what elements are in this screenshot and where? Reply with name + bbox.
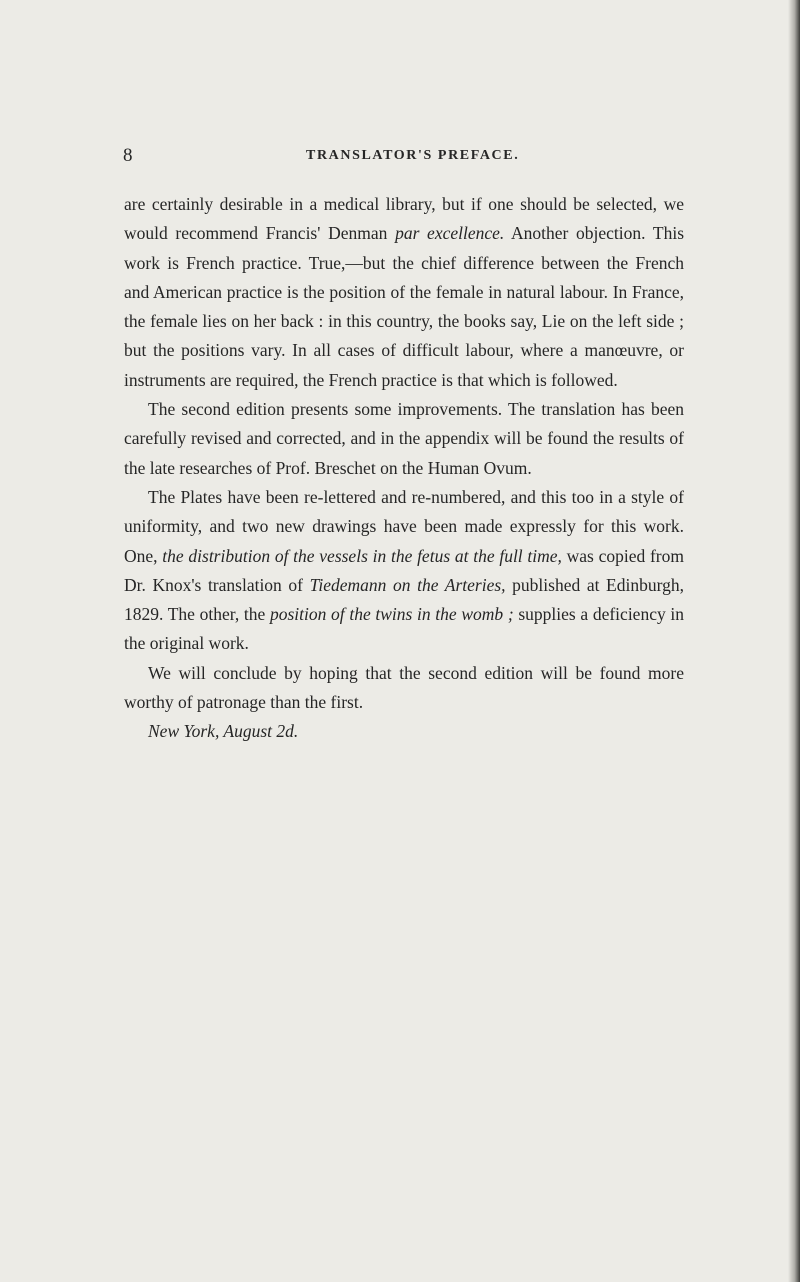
paragraph-3-italic-distribution: the distribution of the vessels in the fetus at the full time, [162,545,562,566]
paragraph-3-italic-position: position of the twins in the womb ; [269,604,514,625]
paragraph-3-italic-tiedemann: Tiedemann on the Arteries, [309,574,506,595]
binding-edge-shadow [788,0,800,1282]
page-number: 8 [123,145,133,166]
paragraph-1-italic-par-excellence: par excellence. [395,223,505,244]
paragraph-2: The second edition presents some improvements. The translation has been carefully revised and corrected, and in the appendix will be found the results of the late researches of Prof. Breschet on the Human Ovum. [124,399,684,478]
paragraph-4: We will conclude by hoping that the second edition will be found more worthy of patronage than the first. [124,662,684,713]
paragraph-1-text-c: Another objection. This work is French practice. True,—but the chief difference between the French and American practice is the position of the female in natural labour. In France, the female lies on her back : in this country, the books say, Lie on the left side ; but the positions vary. In all cases of difficult labour, where a manœuvre, or instruments are required, the French practice is that which is followed. [124,223,685,390]
paragraph-3-text-a: The Plates have been re-lettered and re-numbered, and this too in a style of uniformity, and two new drawings have been made expressly for this work. One, [124,486,684,566]
paragraph-3-text-e: published at Edinburgh, 1829. The other, the [124,574,685,625]
body-text [124,190,684,747]
running-head [0,145,800,168]
paragraph-3-text-c: was copied from Dr. Knox's translation of [124,545,684,595]
paragraph-3-text-g: supplies a deficiency in the original work. [124,604,684,654]
paragraph-1 [124,190,684,395]
running-title: TRANSLATOR'S PREFACE. [306,148,520,163]
paragraph-3 [124,483,684,659]
paragraph-1-text-a: are certainly desirable in a medical library, but if one should be selected, we would recommend Francis' Denman [124,194,684,244]
signature-line: New York, August 2d. [148,721,299,742]
